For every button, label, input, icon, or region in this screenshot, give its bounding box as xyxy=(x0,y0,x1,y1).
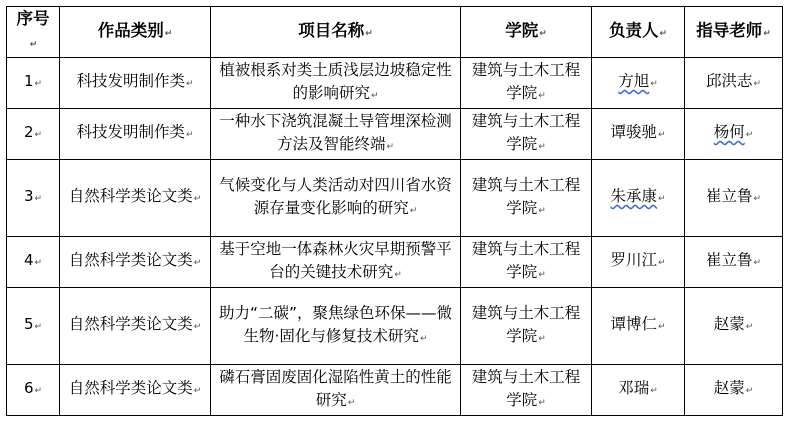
cell-category: 科技发明制作类↵ xyxy=(60,58,211,109)
paragraph-mark-icon: ↵ xyxy=(538,141,546,152)
cell-advisor: 崔立鲁↵ xyxy=(685,160,783,237)
paragraph-mark-icon: ↵ xyxy=(419,333,428,344)
cell-category: 自然科学类论文类↵ xyxy=(60,365,211,416)
paragraph-mark-icon: ↵ xyxy=(538,205,546,216)
cell-serial: 2↵ xyxy=(7,109,60,160)
table-row xyxy=(7,237,783,288)
cell-category: 自然科学类论文类↵ xyxy=(60,288,211,365)
cell-project: 磷石膏固废固化湿陷性黄土的性能研究↵ xyxy=(211,365,461,416)
header-project: 项目名称↵ xyxy=(211,7,461,58)
cell-project: 气候变化与人类活动对四川省水资源存量变化影响的研究↵ xyxy=(211,160,461,237)
cell-college: 建筑与土木工程学院↵ xyxy=(461,160,592,237)
cell-project: 助力“二碳”，聚焦绿色环保——微生物·固化与修复技术研究↵ xyxy=(211,288,461,365)
paragraph-mark-icon: ↵ xyxy=(185,79,194,89)
cell-serial: 5↵ xyxy=(7,288,60,365)
cell-leader: 朱承康↵ xyxy=(592,160,685,237)
cell-advisor: 赵蒙↵ xyxy=(685,288,783,365)
paragraph-mark-icon: ↵ xyxy=(34,194,43,204)
paragraph-mark-icon: ↵ xyxy=(657,130,666,140)
header-leader: 负责人↵ xyxy=(592,7,685,58)
table-header-row xyxy=(7,7,783,58)
paragraph-mark-icon: ↵ xyxy=(34,258,43,268)
paragraph-mark-icon: ↵ xyxy=(539,28,547,39)
paragraph-mark-icon: ↵ xyxy=(538,90,546,101)
paragraph-mark-icon: ↵ xyxy=(185,130,194,140)
paragraph-mark-icon: ↵ xyxy=(193,322,202,332)
header-serial: 序号↵ xyxy=(7,7,60,58)
cell-serial: 4↵ xyxy=(7,237,60,288)
cell-advisor: 杨何↵ xyxy=(685,109,783,160)
paragraph-mark-icon: ↵ xyxy=(538,269,546,280)
table-row xyxy=(7,58,783,109)
paragraph-mark-icon: ↵ xyxy=(386,141,395,152)
paragraph-mark-icon: ↵ xyxy=(657,258,666,268)
paragraph-mark-icon: ↵ xyxy=(34,386,43,396)
paragraph-mark-icon: ↵ xyxy=(370,90,379,101)
cell-advisor: 崔立鲁↵ xyxy=(685,237,783,288)
table-row xyxy=(7,109,783,160)
cell-leader: 谭博仁↵ xyxy=(592,288,685,365)
header-advisor: 指导老师↵ xyxy=(685,7,783,58)
cell-college: 建筑与土木工程学院↵ xyxy=(461,237,592,288)
paragraph-mark-icon: ↵ xyxy=(365,28,373,39)
cell-serial: 3↵ xyxy=(7,160,60,237)
paragraph-mark-icon: ↵ xyxy=(164,28,173,39)
paragraph-mark-icon: ↵ xyxy=(657,194,666,204)
cell-category: 自然科学类论文类↵ xyxy=(60,160,211,237)
paragraph-mark-icon: ↵ xyxy=(650,386,658,396)
paragraph-mark-icon: ↵ xyxy=(193,194,202,204)
paragraph-mark-icon: ↵ xyxy=(29,40,38,50)
cell-leader: 谭骏驰↵ xyxy=(592,109,685,160)
cell-college: 建筑与土木工程学院↵ xyxy=(461,288,592,365)
paragraph-mark-icon: ↵ xyxy=(745,322,754,332)
cell-leader: 罗川江↵ xyxy=(592,237,685,288)
paragraph-mark-icon: ↵ xyxy=(34,79,43,89)
paragraph-mark-icon: ↵ xyxy=(34,322,43,332)
cell-project: 一种水下浇筑混凝土导管埋深检测方法及智能终端↵ xyxy=(211,109,461,160)
paragraph-mark-icon: ↵ xyxy=(34,130,43,140)
paragraph-mark-icon: ↵ xyxy=(745,130,754,140)
paragraph-mark-icon: ↵ xyxy=(538,397,546,408)
cell-category: 科技发明制作类↵ xyxy=(60,109,211,160)
cell-leader: 邓瑞↵ xyxy=(592,365,685,416)
projects-table xyxy=(6,6,783,416)
cell-category: 自然科学类论文类↵ xyxy=(60,237,211,288)
paragraph-mark-icon: ↵ xyxy=(538,333,546,344)
table-row xyxy=(7,160,783,237)
cell-project: 基于空地一体森林火灾早期预警平台的关键技术研究↵ xyxy=(211,237,461,288)
paragraph-mark-icon: ↵ xyxy=(394,269,402,280)
cell-serial: 1↵ xyxy=(7,58,60,109)
cell-advisor: 邱洪志↵ xyxy=(685,58,783,109)
paragraph-mark-icon: ↵ xyxy=(753,258,762,268)
paragraph-mark-icon: ↵ xyxy=(657,322,666,332)
cell-advisor: 赵蒙↵ xyxy=(685,365,783,416)
paragraph-mark-icon: ↵ xyxy=(650,79,658,89)
cell-project: 植被根系对类土质浅层边坡稳定性的影响研究↵ xyxy=(211,58,461,109)
paragraph-mark-icon: ↵ xyxy=(659,28,668,39)
paragraph-mark-icon: ↵ xyxy=(409,205,418,216)
header-college: 学院↵ xyxy=(461,7,592,58)
header-category: 作品类别↵ xyxy=(60,7,211,58)
table-row xyxy=(7,288,783,365)
paragraph-mark-icon: ↵ xyxy=(347,397,356,408)
cell-serial: 6↵ xyxy=(7,365,60,416)
cell-college: 建筑与土木工程学院↵ xyxy=(461,58,592,109)
table-row xyxy=(7,365,783,416)
cell-college: 建筑与土木工程学院↵ xyxy=(461,109,592,160)
paragraph-mark-icon: ↵ xyxy=(753,79,762,89)
paragraph-mark-icon: ↵ xyxy=(753,194,762,204)
cell-leader: 方旭↵ xyxy=(592,58,685,109)
paragraph-mark-icon: ↵ xyxy=(193,258,202,268)
paragraph-mark-icon: ↵ xyxy=(193,386,202,396)
cell-college: 建筑与土木工程学院↵ xyxy=(461,365,592,416)
paragraph-mark-icon: ↵ xyxy=(745,386,754,396)
paragraph-mark-icon: ↵ xyxy=(763,28,771,39)
